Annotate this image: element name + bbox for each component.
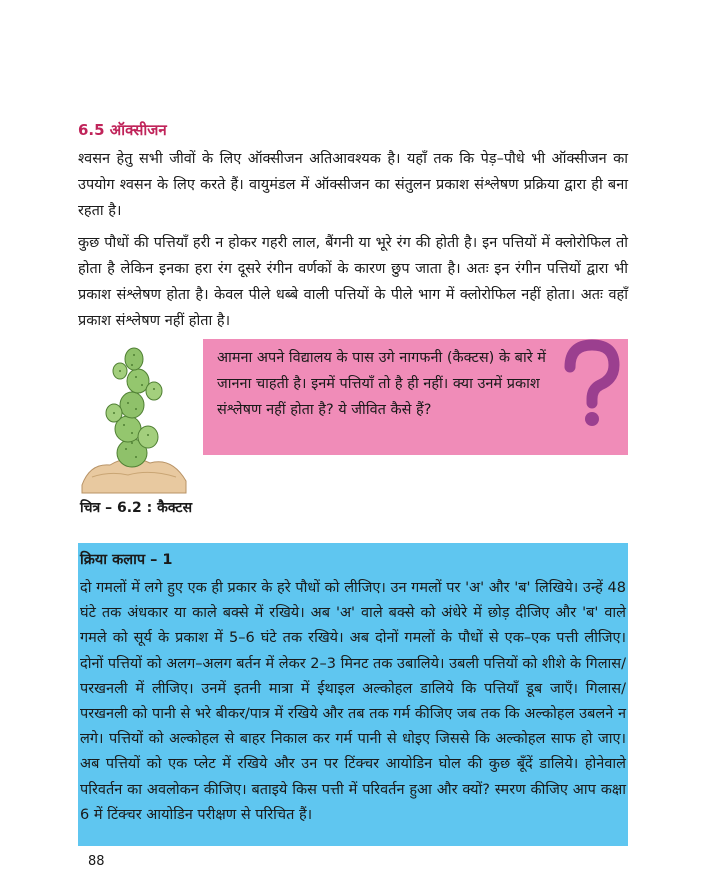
activity-body: दो गमलों में लगे हुए एक ही प्रकार के हरे पौधों को लीजिए। उन गमलों पर 'अ' और 'ब' लिखिये। उन्हें 48 घंटे तक अंधकार या काले बक्से में रखिये। अब 'अ' वाले बक्से को अंधेरे में छोड़ दीजिए और 'ब' वाले गमले को सूर्य के प्रकाश में 5–6 घंटे तक रखिये। अब दोनों गमलों के पौधों से एक–एक पत्ती लीजिए। दोनों पत्तियों को अलग–अलग बर्तन में लेकर 2–3 मिनट तक उबालिये। उबली पत्तियों को शीशे के गिलास/परखनली में लीजिए। उनमें इतनी मात्रा में ईथाइल अल्कोहल डालिये कि पत्तियाँ डूब जाएँ। गिलास/परखनली को पानी से भरे बीकर/पात्र में रखिये और तब तक गर्म कीजिए जब तक कि अल्कोहल उबलने न लगे। पत्तियों को अल्कोहल से बाहर निकाल कर गर्म पानी से धोइए जिससे कि अल्कोहल साफ हो जाए। अब पत्तियों को एक प्लेट में रखिये और उन पर टिंक्चर आयोडिन घोल की कुछ बूँदें डालिये। होनेवाले परिवर्तन का अवलोकन कीजिए। बताइये किस पत्ती में परिवर्तन हुआ और क्यों? स्मरण कीजिए आप कक्षा 6 में टिंक्चर आयोडिन परीक्षण से परिचित हैं। xyxy=(80,580,626,823)
paragraph-oxygen: श्वसन हेतु सभी जीवों के लिए ऑक्सीजन अतिआवश्यक है। यहाँ तक कि पेड़–पौधे भी ऑक्सीजन का उपयोग श्वसन के लिए करते हैं। वायुमंडल में ऑक्सीजन का संतुलन प्रकाश संश्लेषण प्रक्रिया द्वारा ही बना रहता है। xyxy=(78,151,628,219)
question-mark-icon xyxy=(560,339,620,429)
activity-title: क्रिया कलाप – 1 xyxy=(80,552,173,568)
question-box xyxy=(203,339,628,455)
cactus-illustration xyxy=(80,325,188,495)
page-number: 88 xyxy=(88,854,105,869)
activity-box xyxy=(78,543,628,846)
figure-caption: चित्र – 6.2 : कैक्टस xyxy=(80,500,193,516)
cactus-icon xyxy=(80,325,188,495)
paragraph-colored-leaves: कुछ पौधों की पत्तियाँ हरी न होकर गहरी लाल, बैंगनी या भूरे रंग की होती है। इन पत्तियों में क्लोरोफिल तो होता है लेकिन इनका हरा रंग दूसरे रंगीन वर्णकों के कारण छुप जाता है। अतः इन रंगीन पत्तियों द्वारा भी प्रकाश संश्लेषण होता है। केवल पीले धब्बे वाली पत्तियों के पीले भाग में क्लोरोफिल नहीं होता। अतः वहाँ प्रकाश संश्लेषण नहीं होता है। xyxy=(78,235,628,329)
question-text: आमना अपने विद्यालय के पास उगे नागफनी (कैक्टस) के बारे में जानना चाहती है। इनमें पत्तियाँ तो है ही नहीं। क्या उनमें प्रकाश संश्लेषण नहीं होता है? ये जीवित कैसे हैं? xyxy=(217,350,546,418)
section-heading: 6.5 ऑक्सीजन xyxy=(78,121,167,139)
